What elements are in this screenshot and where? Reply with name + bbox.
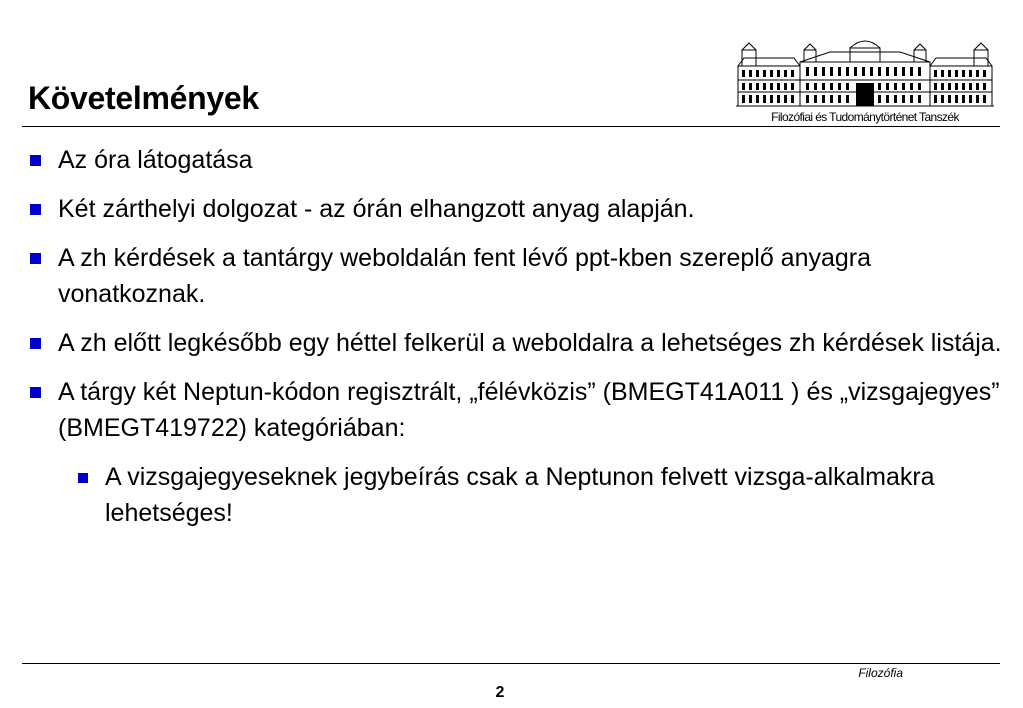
bullet-square-icon (78, 473, 88, 483)
title-divider (22, 126, 1000, 127)
sub-bullet-text: A vizsgajegyeseknek jegybeírás csak a Neptunon felvett vizsga-alkalmakra lehetséges! (105, 463, 935, 527)
bullet-square-icon (30, 204, 41, 215)
footer-divider (22, 663, 1000, 664)
slide-title: Követelmények (28, 80, 259, 116)
footer-label: Filozófia (858, 666, 903, 680)
bullet-square-icon (30, 155, 41, 166)
bullet-item (30, 240, 1005, 312)
bullet-list (30, 142, 1005, 544)
page-number: 2 (495, 684, 505, 701)
bullet-square-icon (30, 387, 41, 398)
bullet-item (30, 142, 1005, 178)
sub-bullet-item (30, 459, 1005, 531)
department-logo (734, 40, 996, 124)
bullet-text: Két zárthelyi dolgozat - az órán elhangzott anyag alapján. (58, 195, 695, 223)
logo-caption: Filozófiai és Tudománytörténet Tanszék (771, 110, 959, 124)
bullet-text: A tárgy két Neptun-kódon regisztrált, „félévközis” (BMEGT41A011 ) és „vizsgajegyes” (BMEGT419722) kategóriában: (58, 378, 1000, 442)
bullet-square-icon (30, 338, 41, 349)
bullet-text: A zh kérdések a tantárgy weboldalán fent lévő ppt-kben szereplő anyagra vonatkoznak. (58, 244, 872, 308)
bullet-item (30, 374, 1005, 446)
bullet-square-icon (30, 253, 41, 264)
university-building-icon (734, 40, 996, 108)
bullet-item (30, 191, 1005, 227)
bullet-text: A zh előtt legkésőbb egy héttel felkerül a weboldalra a lehetséges zh kérdések listája. (58, 329, 1002, 357)
bullet-item (30, 325, 1005, 361)
bullet-text: Az óra látogatása (58, 146, 253, 174)
